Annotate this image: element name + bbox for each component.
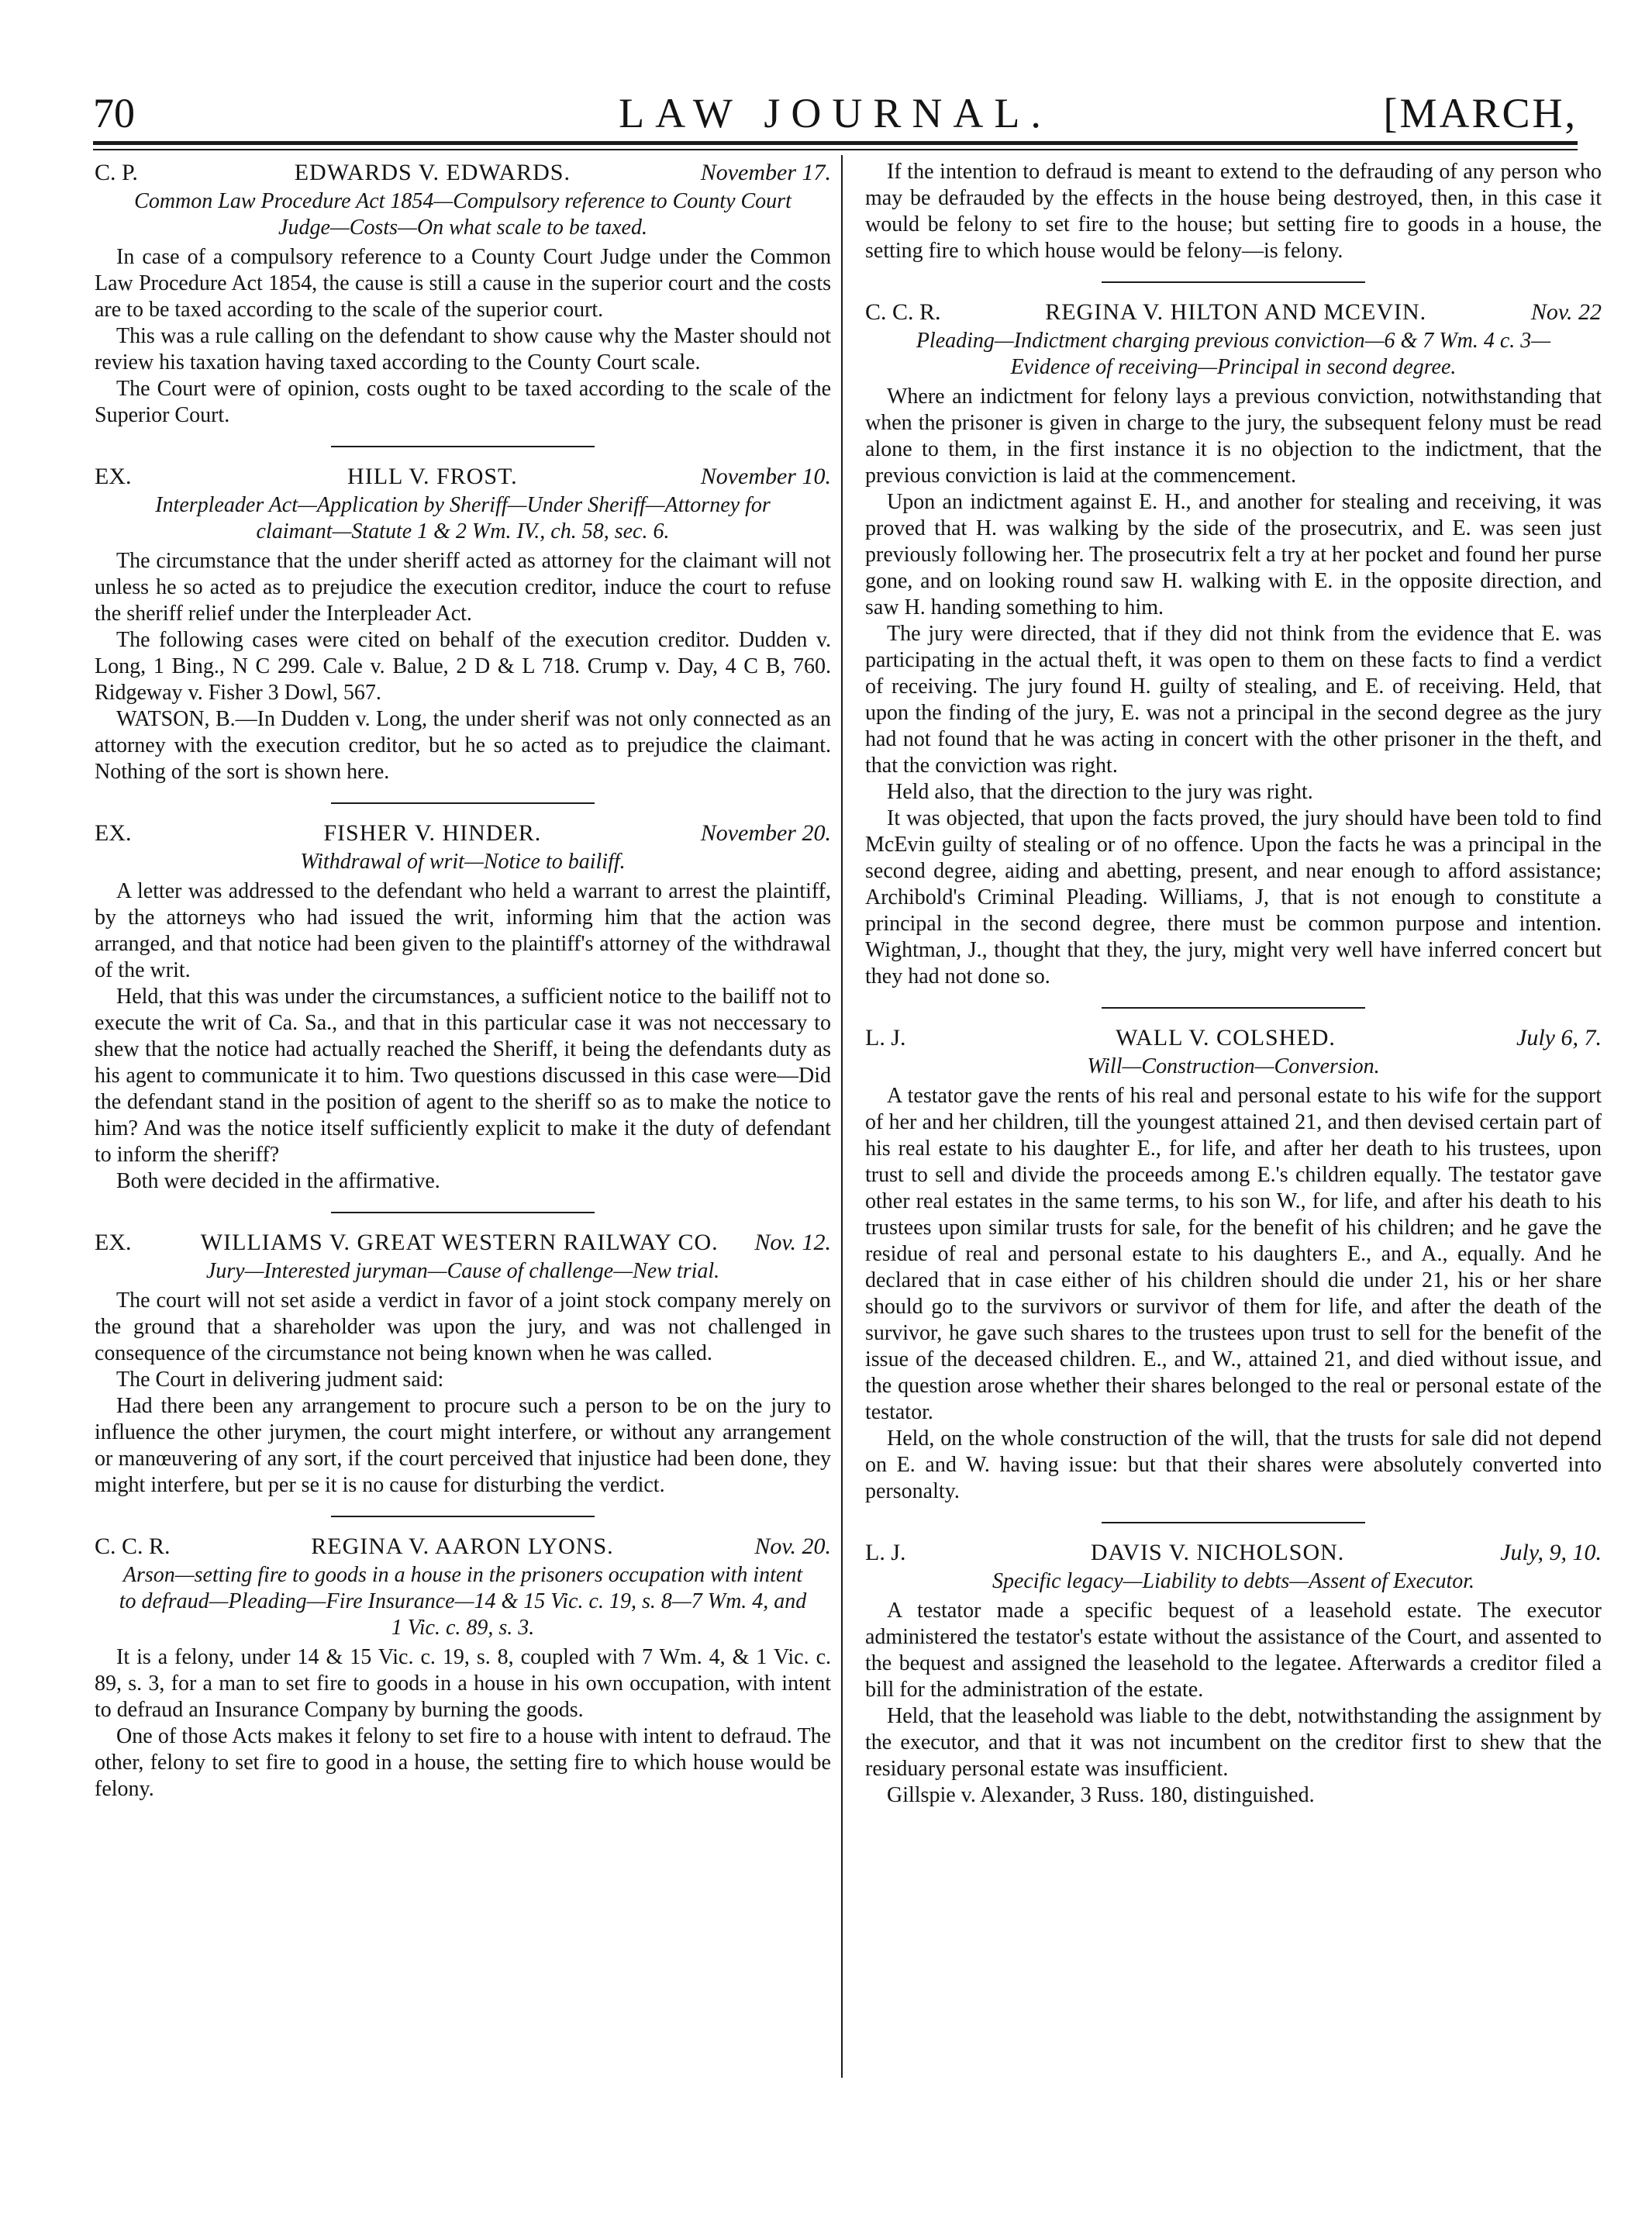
right-column bbox=[865, 159, 1602, 1809]
case-title: REGINA V. HILTON AND MCEVIN. bbox=[1045, 299, 1427, 325]
case-headnote: Jury—Interested juryman—Cause of challenge—New trial. bbox=[205, 1259, 720, 1283]
case-paragraph: A testator gave the rents of his real and personal estate to his wife for the support of her and her children, till the youngest attained 21, and then devised certain part of his real estate to his daughter E., for life, and after her death to his trustees, upon trust to sell and divide the proceeds among E.'s children equally. The testator gave other real estates in the same terms, to his son W., for life, and after his death to his trustees upon similar trusts for sale, for the benefit of his children; and he gave the residue of real and personal estate to his daughters E., and A., equally. And he declared that in case either of his children should die under 21, his or her share should go to the survivors or survivor of them for life, and after the death of the survivor, he gave such shares to the trustees upon trust to sell for the benefit of the issue of the deceased children. E., and W., attained 21, and died without issue, and the question arose whether their shares belonged to the real or personal estate of the testator. bbox=[865, 1084, 1602, 1424]
case-paragraph: A letter was addressed to the defendant who held a warrant to arrest the plaintiff, by the attorneys who had issued the writ, informing him that the action was arranged, and that notice had been given to the plaintiff's attorney of the withdrawal of the writ. bbox=[95, 879, 831, 982]
case-paragraph: Gillspie v. Alexander, 3 Russ. 180, distinguished. bbox=[887, 1783, 1315, 1807]
case-title: HILL V. FROST. bbox=[347, 464, 518, 489]
case-report bbox=[865, 1024, 1602, 1505]
case-heading bbox=[95, 159, 831, 187]
case-report bbox=[865, 298, 1602, 990]
case-headnote: Withdrawal of writ—Notice to bailiff. bbox=[300, 850, 626, 874]
case-report bbox=[95, 159, 831, 429]
court-abbreviation: L. J. bbox=[865, 1540, 906, 1565]
left-column bbox=[95, 159, 831, 1803]
case-title: DAVIS V. NICHOLSON. bbox=[1090, 1540, 1345, 1565]
column-rule bbox=[841, 155, 843, 2078]
case-divider bbox=[1102, 281, 1365, 283]
header-rule-thick bbox=[93, 141, 1578, 145]
header-rule-thin bbox=[93, 149, 1578, 150]
case-heading bbox=[95, 1533, 831, 1561]
case-paragraph: Had there been any arrangement to procure such a person to be on the jury to influence the other jurymen, the court might interfere, or without any arrangement or manœuvering of any sort, if the court perceived that injustice had been done, they might interfere, but per se it is no cause for disturbing the verdict. bbox=[95, 1394, 831, 1497]
case-paragraph: The Court were of opinion, costs ought to be taxed according to the scale of the Superior Court. bbox=[95, 377, 831, 427]
case-heading bbox=[95, 463, 831, 491]
court-abbreviation: C. P. bbox=[95, 160, 138, 185]
case-date: November 10. bbox=[700, 464, 831, 489]
running-head-month: [MARCH, bbox=[1383, 90, 1578, 136]
case-date: Nov. 12. bbox=[754, 1230, 831, 1255]
case-divider bbox=[331, 446, 595, 447]
case-heading bbox=[95, 1229, 831, 1257]
case-paragraph: The circumstance that the under sheriff acted as attorney for the claimant will not unless he so acted as to prejudice the execution creditor, induce the court to refuse the sheriff relief under the Interpleader Act. bbox=[95, 549, 831, 626]
case-date: November 20. bbox=[700, 820, 831, 846]
case-paragraph: The court will not set aside a verdict in favor of a joint stock company merely on the ground that a shareholder was upon the jury, and was not challenged in consequence of the circumstance not being known when he was called. bbox=[95, 1289, 831, 1365]
case-paragraph: Held, that the leasehold was liable to the debt, notwithstanding the assignment by the executor, and that it was not incumbent on the creditor first to shew that the residuary personal estate was insufficient. bbox=[865, 1704, 1602, 1781]
case-paragraph: It was objected, that upon the facts proved, the jury should have been told to find McEvin guilty of stealing or of no offence. Upon the facts he was a principal in the second degree, aiding and abetting, present, and near enough to afford assistance; Archibold's Criminal Pleading. Williams, J, that is not enough to constitute a principal in the second degree, there must be common purpose and intention. Wightman, J., thought that they, the jury, might very well have inferred concert but they had not done so. bbox=[865, 806, 1602, 988]
case-title: EDWARDS V. EDWARDS. bbox=[294, 160, 571, 185]
case-headnote: Will—Construction—Conversion. bbox=[1087, 1054, 1380, 1078]
case-paragraph: A testator made a specific bequest of a leasehold estate. The executor administered the testator's estate without the assistance of the Court, and assented to the bequest and assigned the leasehold to the legatee. Afterwards a creditor filed a bill for the administration of the estate. bbox=[865, 1599, 1602, 1702]
case-paragraph: Held also, that the direction to the jury was right. bbox=[887, 780, 1313, 804]
case-paragraph: The Court in delivering judment said: bbox=[116, 1368, 444, 1392]
case-heading bbox=[865, 1024, 1602, 1052]
case-paragraph: Held, that this was under the circumstances, a sufficient notice to the bailiff not to execute the writ of Ca. Sa., and that in this particular case it was not neccessary to shew that the notice had actually reached the Sheriff, it being the defendants duty as his agent to communicate it to him. Two questions discussed in this case were—Did the defendant stand in the position of agent to the sheriff so as to make the notice to him? And was the notice itself sufficiently explicit to make it the duty of defendant to inform the sheriff? bbox=[95, 985, 831, 1167]
page-number: 70 bbox=[93, 90, 135, 136]
case-date: Nov. 22 bbox=[1530, 299, 1602, 325]
case-report bbox=[865, 1539, 1602, 1809]
case-date: November 17. bbox=[700, 160, 831, 185]
case-heading bbox=[95, 819, 831, 847]
case-title: WILLIAMS V. GREAT WESTERN RAILWAY CO. bbox=[200, 1230, 719, 1255]
case-headnote: Arson—setting fire to goods in a house in the prisoners occupation with intent to defraud—Pleading—Fire Insurance—14 & 15 Vic. c. 19, s. 8—7 Wm. 4, and 1 Vic. c. 89, s. 3. bbox=[119, 1563, 807, 1640]
case-paragraph: Upon an indictment against E. H., and another for stealing and receiving, it was proved that H. was walking by the side of the prosecutrix, and E. was seen just previously following her. The prosecutrix felt a try at her pocket and found her purse gone, and on looking round saw H. walking with E. in the opposite direction, and saw H. handing something to him. bbox=[865, 490, 1602, 619]
case-paragraph: One of those Acts makes it felony to set fire to a house with intent to defraud. The other, felony to set fire to good in a house, the setting fire to which house would be felony. bbox=[95, 1724, 831, 1801]
continued-paragraph: If the intention to defraud is meant to extend to the defrauding of any person who may be defrauded by the effects in the house being destroyed, then, in this case it would be felony to set fire to the house; but setting fire to goods in a house, the setting fire to which house would be felony—is felony. bbox=[865, 160, 1602, 263]
case-divider bbox=[1102, 1007, 1365, 1009]
case-paragraph: WATSON, B.—In Dudden v. Long, the under sherif was not only connected as an attorney with the execution creditor, but he so acted as to prejudice the claimant. Nothing of the sort is shown here. bbox=[95, 707, 831, 784]
court-abbreviation: EX. bbox=[95, 464, 132, 489]
court-abbreviation: EX. bbox=[95, 820, 132, 846]
case-report bbox=[95, 463, 831, 785]
case-date: July, 9, 10. bbox=[1500, 1540, 1602, 1565]
case-divider bbox=[331, 1212, 595, 1213]
court-abbreviation: C. C. R. bbox=[865, 299, 941, 325]
case-report bbox=[95, 819, 831, 1195]
case-heading bbox=[865, 1539, 1602, 1567]
case-date: July 6, 7. bbox=[1516, 1025, 1602, 1051]
court-abbreviation: EX. bbox=[95, 1230, 132, 1255]
case-paragraph: It is a felony, under 14 & 15 Vic. c. 19, s. 8, coupled with 7 Wm. 4, & 1 Vic. c. 89, s. 3, for a man to set fire to goods in a house in his own occupation, with intent to defraud an Insurance Company by burning the goods. bbox=[95, 1645, 831, 1722]
running-head bbox=[93, 74, 1578, 143]
case-paragraph: The jury were directed, that if they did not think from the evidence that E. was participating in the actual theft, it was open to them on these facts to find a verdict of receiving. The jury found H. guilty of stealing, and E. of receiving. Held, that upon the finding of the jury, E. was not a principal in the second degree as the jury had not found that he was acting in concert with the other prisoner in the theft, and that the conviction was right. bbox=[865, 622, 1602, 778]
case-divider bbox=[331, 1516, 595, 1517]
case-date: Nov. 20. bbox=[754, 1533, 831, 1559]
case-paragraph: The following cases were cited on behalf of the execution creditor. Dudden v. Long, 1 Bing., N C 299. Cale v. Balue, 2 D & L 718. Crump v. Day, 4 C B, 760. Ridgeway v. Fisher 3 Dowl, 567. bbox=[95, 628, 831, 705]
court-abbreviation: L. J. bbox=[865, 1025, 906, 1051]
case-headnote: Common Law Procedure Act 1854—Compulsory reference to County Court Judge—Costs—On what scale to be taxed. bbox=[134, 189, 792, 240]
case-title: FISHER V. HINDER. bbox=[323, 820, 542, 846]
case-report bbox=[95, 1229, 831, 1499]
case-title: REGINA V. AARON LYONS. bbox=[311, 1533, 614, 1559]
case-divider bbox=[331, 802, 595, 804]
journal-title: LAW JOURNAL. bbox=[619, 90, 1052, 136]
case-heading bbox=[865, 298, 1602, 326]
case-paragraph: In case of a compulsory reference to a County Court Judge under the Common Law Procedure Act 1854, the cause is still a cause in the superior court and the costs are to be taxed according to the scale of the superior court. bbox=[95, 245, 831, 322]
case-paragraph: Held, on the whole construction of the will, that the trusts for sale did not depend on E. and W. having issue: but that their shares were absolutely converted into personalty. bbox=[865, 1427, 1602, 1503]
case-divider bbox=[1102, 1522, 1365, 1523]
court-abbreviation: C. C. R. bbox=[95, 1533, 171, 1559]
case-headnote: Pleading—Indictment charging previous conviction—6 & 7 Wm. 4 c. 3—Evidence of receiving—Principal in second degree. bbox=[916, 329, 1551, 379]
case-headnote: Interpleader Act—Application by Sheriff—Under Sheriff—Attorney for claimant—Statute 1 & 2 Wm. IV., ch. 58, sec. 6. bbox=[155, 493, 771, 543]
case-title: WALL V. COLSHED. bbox=[1116, 1025, 1336, 1051]
case-paragraph: Both were decided in the affirmative. bbox=[116, 1169, 440, 1193]
case-headnote: Specific legacy—Liability to debts—Assent of Executor. bbox=[992, 1569, 1475, 1593]
case-paragraph: This was a rule calling on the defendant to show cause why the Master should not review his taxation having taxed according to the County Court scale. bbox=[95, 324, 831, 374]
case-paragraph: Where an indictment for felony lays a previous conviction, notwithstanding that when the prisoner is given in charge to the jury, the subsequent felony must be read alone to them, in the first instance it is no objection to the indictment, that the previous conviction is laid at the commencement. bbox=[865, 385, 1602, 488]
case-report bbox=[95, 1533, 831, 1803]
